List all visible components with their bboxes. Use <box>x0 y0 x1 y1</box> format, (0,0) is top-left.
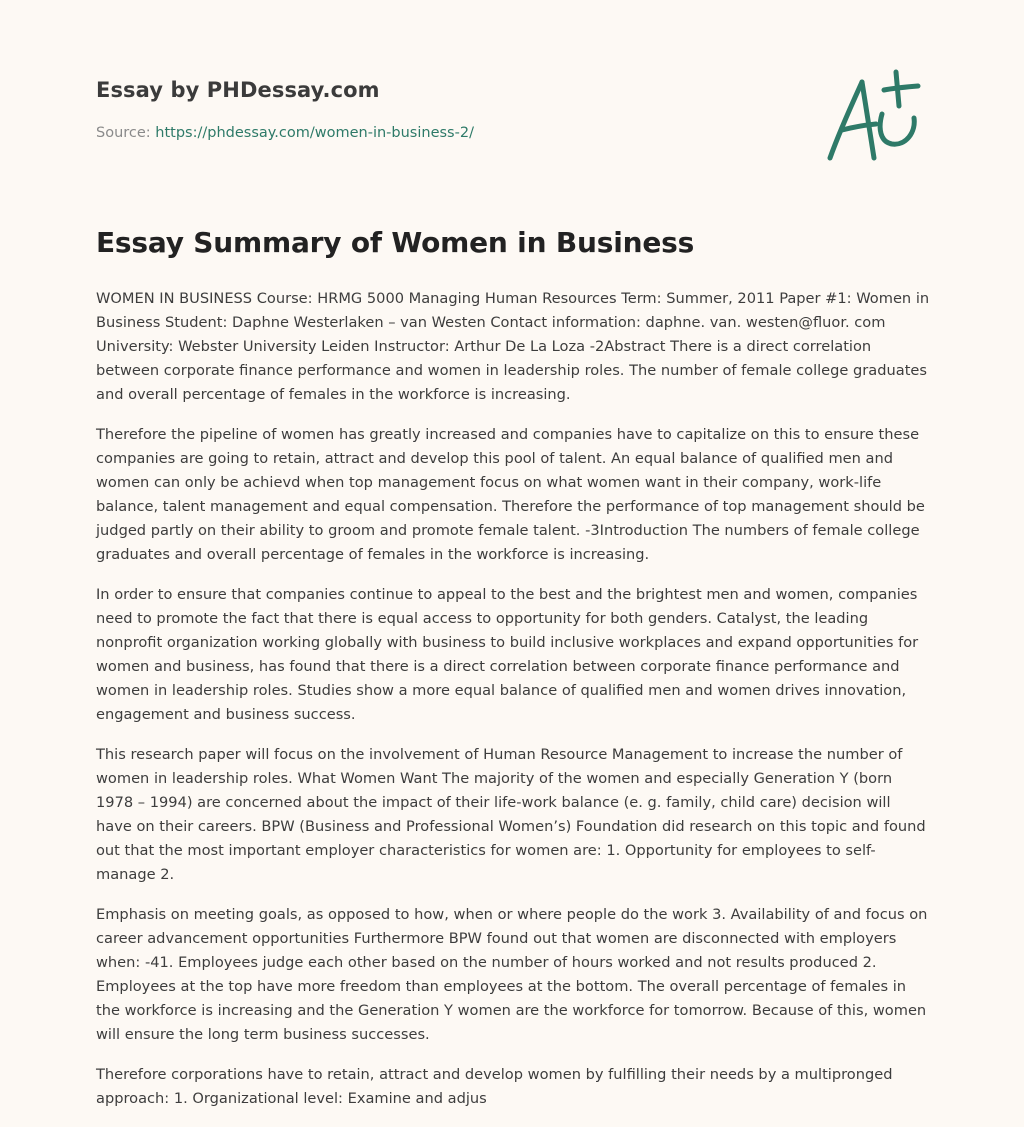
source-line <box>96 125 474 141</box>
essay-paragraph: Emphasis on meeting goals, as opposed to how, when or where people do the work 3. Availability of and focus on career advancement opportunities Furthermore BPW found out that women are disconnected with employers when: -41. Employees judge each other based on the number of hours worked and not results produced 2. Employees at the top have more freedom than employees at the bottom. The overall percentage of females in the workforce is increasing and the Generation Y women are the workforce for tomorrow. Because of this, women will ensure the long term business successes. <box>96 906 928 1043</box>
essay-title: Essay Summary of Women in Business <box>96 226 695 259</box>
essay-paragraph: Therefore the pipeline of women has greatly increased and companies have to capitalize on this to ensure these companies are going to retain, attract and develop this pool of talent. An equal balance of qualified men and women can only be achievd when top management focus on what women want in their company, work-life balance, talent management and equal compensation. Therefore the performance of top management should be judged partly on their ability to groom and promote female talent. -3Introduction The numbers of female college graduates and overall percentage of females in the workforce is increasing. <box>96 426 925 563</box>
essay-body <box>96 287 930 1127</box>
essay-paragraph: WOMEN IN BUSINESS Course: HRMG 5000 Managing Human Resources Term: Summer, 2011 Paper #1: Women in Business Student: Daphne Westerlaken – van Westen Contact information: daphne. van. westen@fluor. com University: Webster University Leiden Instructor: Arthur De La Loza -2Abstract There is a direct correlation between corporate finance performance and women in leadership roles. The number of female college graduates and overall percentage of females in the workforce is increasing. <box>96 290 930 403</box>
source-label: Source: <box>96 125 151 141</box>
essay-paragraph: Therefore corporations have to retain, attract and develop women by fulfilling their needs by a multipronged approach: 1. Organizational level: Examine and adjus <box>96 1066 893 1107</box>
essay-paragraph: This research paper will focus on the involvement of Human Resource Management to increase the number of women in leadership roles. What Women Want The majority of the women and especially Generation Y (born 1978 – 1994) are concerned about the impact of their life-work balance (e. g. family, child care) decision will have on their careers. BPW (Business and Professional Women’s) Foundation did research on this topic and found out that the most important employer characteristics for women are: 1. Opportunity for employees to self-manage 2. <box>96 746 926 883</box>
essay-paragraph: In order to ensure that companies continue to appeal to the best and the brightest men and women, companies need to promote the fact that there is equal access to opportunity for both genders. Catalyst, the leading nonprofit organization working globally with business to build inclusive workplaces and expand opportunities for women and business, has found that there is a direct correlation between corporate finance performance and women in leadership roles. Studies show a more equal balance of qualified men and women drives innovation, engagement and business success. <box>96 586 919 723</box>
source-link[interactable]: https://phdessay.com/women-in-business-2/ <box>155 125 474 141</box>
site-title: Essay by PHDessay.com <box>96 78 380 102</box>
a-plus-logo-icon <box>822 68 932 168</box>
